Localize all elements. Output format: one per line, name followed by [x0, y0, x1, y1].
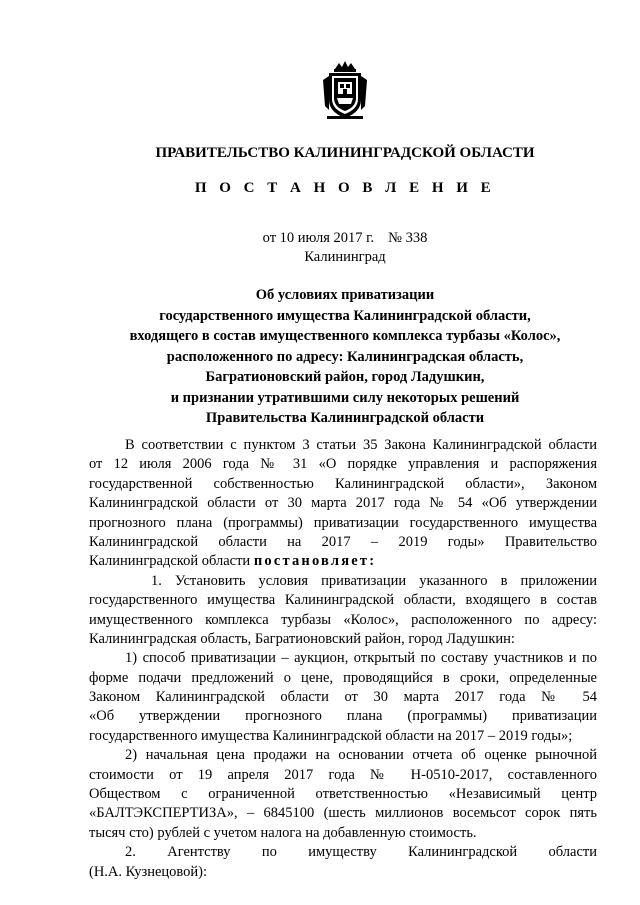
body-line: прогнозного плана (программы) приватизации государственного имущества	[89, 514, 597, 531]
document-type: П О С Т А Н О В Л Е Н И Е	[194, 180, 496, 196]
body-line: государственной собственностью Калининградской области», Законом	[89, 475, 597, 492]
body-line: государственного имущества Калининградской области на 2017 – 2019 годы»;	[89, 727, 573, 744]
body-line: тысяч сто) рублей с учетом налога на добавленную стоимость.	[89, 824, 477, 841]
title-line: Правительства Калининградской области	[205, 410, 485, 426]
city: Калининград	[304, 249, 386, 265]
body-line: Законом Калининградской области от 30 марта 2017 года № 54	[89, 689, 597, 706]
title-line: входящего в состав имущественного комплекса турбазы «Колос»,	[129, 328, 561, 344]
decree-body	[89, 436, 597, 882]
body-line: 1. Установить условия приватизации указанного в приложении	[151, 572, 597, 589]
decree-title	[80, 285, 610, 429]
coat-of-arms-emblem	[321, 60, 369, 122]
date-number-line	[80, 230, 610, 247]
government-name: ПРАВИТЕЛЬСТВО КАЛИНИНГРАДСКОЙ ОБЛАСТИ	[155, 145, 535, 161]
body-line: Обществом с ограниченной ответственностью «Независимый центр	[89, 786, 597, 803]
title-line: Багратионовский район, город Ладушкин,	[205, 369, 485, 385]
body-line: 1) способ приватизации – аукцион, открытый по составу участников и по	[125, 650, 597, 667]
body-line: государственного имущества Калининградской области, входящего в состав	[89, 592, 597, 609]
title-line: и признании утратившими силу некоторых решений	[170, 389, 520, 406]
title-line: расположенного по адресу: Калининградская область,	[166, 348, 524, 365]
decree-number: 338	[405, 230, 428, 246]
body-line: Калининградской области от 30 марта 2017 года № 54 «Об утверждении	[89, 495, 597, 512]
body-line: 2. Агентству по имуществу Калининградской области	[125, 844, 597, 861]
body-line: форме подачи предложений о цене, проводящийся в сроки, определенные	[89, 669, 597, 686]
body-line: стоимости от 19 апреля 2017 года № Н-0510-2017, составленного	[89, 766, 597, 783]
body-line: от 12 июля 2006 года № 31 «О порядке управления и распоряжения	[89, 456, 597, 473]
body-line: имущественного комплекса турбазы «Колос», расположенного по адресу:	[89, 611, 597, 628]
title-line: государственного имущества Калининградской области,	[159, 307, 531, 324]
number-sign: №	[388, 230, 402, 246]
body-line: 2) начальная цена продажи на основании отчета об оценке рыночной	[125, 747, 597, 764]
body-line	[89, 552, 597, 571]
body-line: Калининградская область, Багратионовский район, город Ладушкин:	[89, 630, 515, 647]
body-line-part: Калининградской области	[89, 553, 251, 570]
decree-date: 10 июля 2017 г.	[279, 230, 375, 246]
body-line: Калининградской области на 2017 – 2019 годы» Правительство	[89, 533, 597, 550]
body-line: В соответствии с пунктом 3 статьи 35 Закона Калининградской области	[125, 437, 597, 453]
body-line: (Н.А. Кузнецовой):	[89, 863, 208, 880]
body-line: «БАЛТЭКСПЕРТИЗА», – 6845100 (шесть миллионов восемьсот сорок пять	[89, 805, 597, 822]
resolves-word: постановляет:	[253, 553, 377, 570]
title-line: Об условиях приватизации	[255, 287, 435, 303]
date-prefix: от	[262, 230, 277, 246]
body-line: «Об утверждении прогнозного плана (программы) приватизации	[89, 708, 597, 725]
